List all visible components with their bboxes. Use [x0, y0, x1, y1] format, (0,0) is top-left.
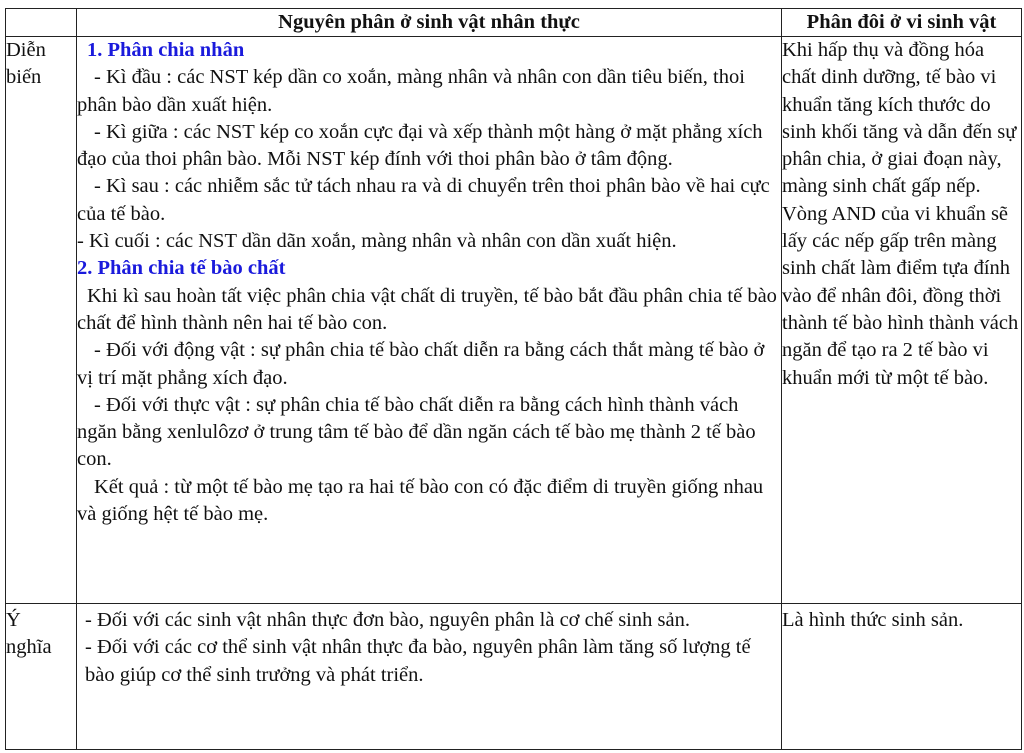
comparison-table: [5, 8, 1022, 750]
phan-doi-dien-bien-cell: [782, 37, 1022, 604]
paragraph-ket-qua: Kết quả : từ một tế bào mẹ tạo ra hai tế bào con có đặc điểm di truyền giống nhau và giống hệt tế bào mẹ.: [77, 475, 764, 526]
row-label-line: nghĩa: [6, 636, 52, 659]
row-label-dien-bien: [6, 37, 77, 604]
header-empty-cell: [6, 9, 77, 37]
paragraph-intro: Khi kì sau hoàn tất việc phân chia vật chất di truyền, tế bào bắt đầu phân chia tế bào chất để hình thành nên hai tế bào con.: [77, 284, 777, 334]
side-paragraph-2: Vòng AND của vi khuẩn sẽ lấy các nếp gấp trên màng sinh chất làm điểm tựa đính vào để nhân đôi, đồng thời thành tế bào hình thành vách ngăn để tạo ra 2 tế bào vi khuẩn mới từ một tế bào.: [782, 202, 1019, 389]
side-y-nghia: Là hình thức sinh sản.: [782, 609, 964, 631]
row-label-line: biến: [6, 66, 42, 89]
header-row: [6, 9, 1022, 37]
row-label-y-nghia: [6, 604, 77, 750]
row-label-line: Ý: [6, 609, 21, 631]
paragraph-dong-vat: - Đối với động vật : sự phân chia tế bào chất diễn ra bằng cách thắt màng tế bào ở vị trí mặt phẳng xích đạo.: [77, 339, 765, 389]
row-dien-bien: [6, 37, 1022, 604]
paragraph-ki-cuoi: - Kì cuối : các NST dần dãn xoắn, màng nhân và nhân con dần xuất hiện.: [77, 230, 677, 253]
header-phan-doi: Phân đôi ở vi sinh vật: [782, 9, 1022, 37]
paragraph-ki-dau: - Kì đầu : các NST kép dần co xoắn, màng nhân và nhân con dần tiêu biến, thoi phân bào dần xuất hiện.: [77, 66, 745, 116]
header-nguyen-phan: Nguyên phân ở sinh vật nhân thực: [77, 9, 782, 37]
paragraph-ki-giua: - Kì giữa : các NST kép co xoắn cực đại và xếp thành một hàng ở mặt phẳng xích đạo của thoi phân bào. Mỗi NST kép đính với thoi phân bào ở tâm động.: [77, 120, 763, 171]
paragraph-ki-sau: - Kì sau : các nhiễm sắc tử tách nhau ra và di chuyển trên thoi phân bào về hai cực của tế bào.: [77, 175, 770, 225]
paragraph-y-nghia-1: - Đối với các sinh vật nhân thực đơn bào, nguyên phân là cơ chế sinh sản.: [85, 609, 690, 631]
row-label-line: Diễn: [6, 39, 46, 61]
section-title-phan-chia-te-bao-chat: 2. Phân chia tế bào chất: [77, 257, 286, 280]
paragraph-thuc-vat: - Đối với thực vật : sự phân chia tế bào chất diễn ra bằng cách hình thành vách ngăn bằng xenlulôzơ ở trung tâm tế bào để dần ngăn cách tế bào mẹ thành 2 tế bào con.: [77, 393, 756, 471]
phan-doi-y-nghia-cell: [782, 604, 1022, 750]
paragraph-y-nghia-2: - Đối với các cơ thể sinh vật nhân thực đa bào, nguyên phân làm tăng số lượng tế bào giúp cơ thể sinh trưởng và phát triển.: [85, 636, 751, 686]
row-y-nghia: [6, 604, 1022, 750]
top-strip: [0, 0, 1024, 8]
nguyen-phan-y-nghia-cell: [77, 604, 782, 750]
section-title-phan-chia-nhan: 1. Phân chia nhân: [87, 39, 245, 61]
nguyen-phan-dien-bien-cell: [77, 37, 782, 604]
side-paragraph-1: Khi hấp thụ và đồng hóa chất dinh dưỡng, tế bào vi khuẩn tăng kích thước do sinh khối tăng và dẫn đến sự phân chia, ở giai đoạn này, màng sinh chất gấp nếp.: [782, 39, 1017, 198]
